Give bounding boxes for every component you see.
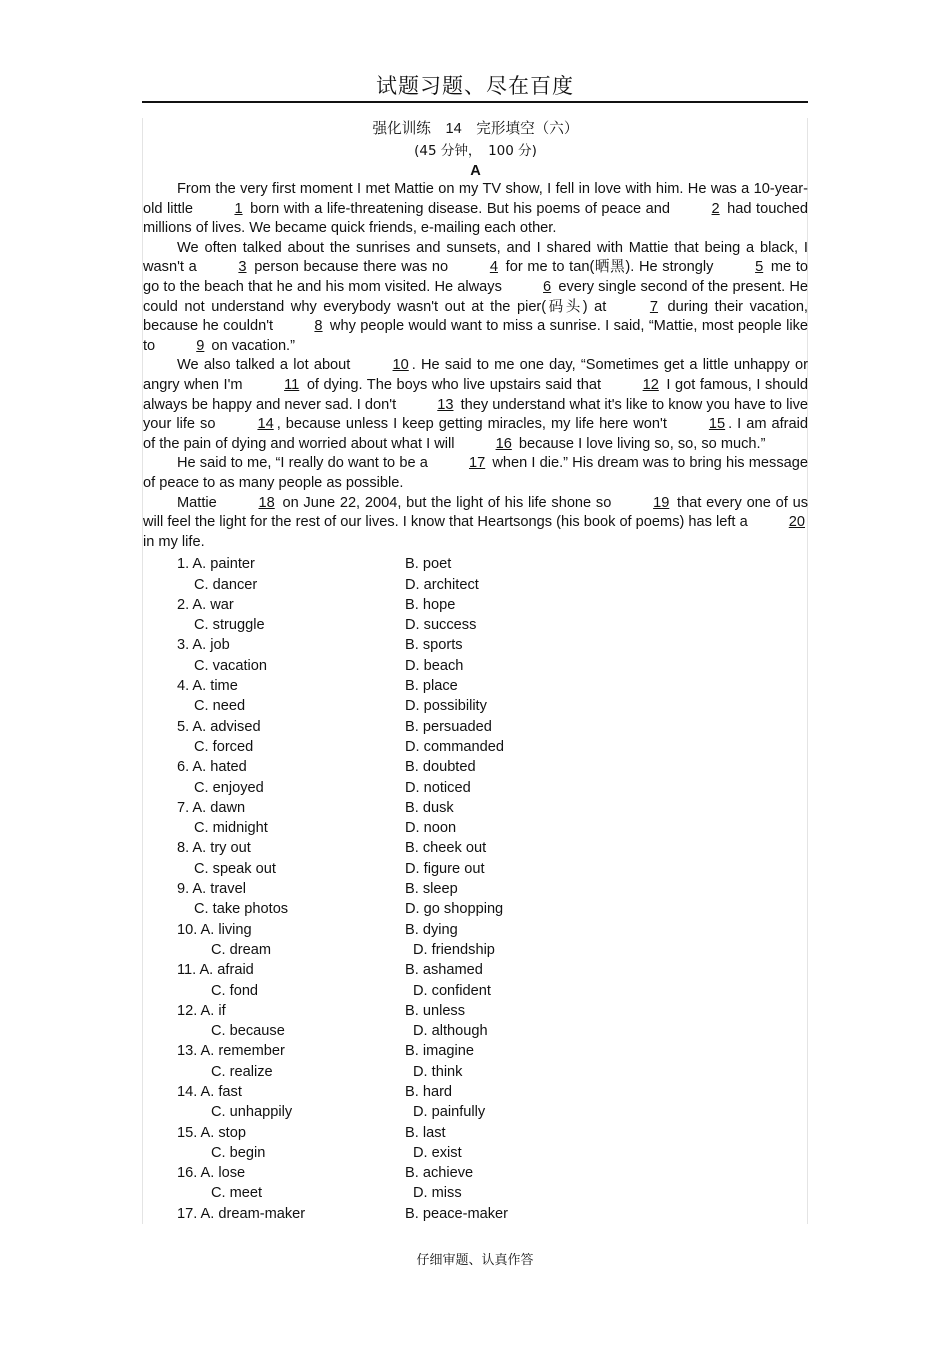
passage-text: , because unless I keep getting miracles, my life here won't [276, 416, 672, 433]
option-d: D. painfully [413, 1104, 486, 1121]
blank-number: 13 [437, 396, 454, 413]
passage-text: From the very first moment I met Mattie on my TV show, I fell in love with him. He was a 10-year-old little [143, 181, 808, 217]
question-row [143, 635, 808, 655]
question-row [143, 1163, 808, 1183]
question-list [143, 554, 808, 1224]
blank-number: 15 [708, 416, 726, 433]
blank-number: 18 [258, 494, 275, 511]
passage-text: had touched millions of lives. We became quick friends, e-mailing each other. [143, 200, 808, 237]
option-a: 11. A. afraid [177, 962, 254, 979]
option-d: D. possibility [405, 698, 487, 715]
option-d: D. go shopping [405, 901, 504, 918]
question-row [143, 717, 808, 737]
header-title: 试题习题、尽在百度 [376, 74, 574, 98]
passage-text: they understand what it's like to know you have to live your life so [143, 396, 808, 433]
option-a: 16. A. lose [177, 1165, 246, 1182]
option-a: 6. A. hated [177, 759, 247, 776]
passage-text: on vacation.” [207, 337, 295, 354]
question-row [143, 656, 808, 676]
option-d: D. exist [413, 1144, 462, 1161]
option-d: D. noon [405, 820, 457, 837]
question-row [143, 981, 808, 1001]
question-row [143, 798, 808, 818]
question-row [143, 1021, 808, 1041]
option-b: B. achieve [405, 1165, 474, 1182]
option-a: 14. A. fast [177, 1084, 242, 1100]
passage-text: when I die.” His dream was to bring his message of peace to as many people as possible. [143, 455, 808, 491]
option-d: D. although [413, 1023, 488, 1040]
blank-number: 5 [755, 259, 764, 276]
passage-paragraph [143, 494, 808, 553]
option-d: D. confident [413, 982, 491, 999]
question-row [143, 879, 808, 899]
passage-text: why people would want to miss a sunrise. I said, “Mattie, most people like to [143, 318, 808, 354]
option-d: D. success [405, 617, 477, 634]
option-c: C. begin [211, 1144, 266, 1161]
option-b: B. dusk [405, 799, 454, 816]
question-row [143, 778, 808, 798]
header-rule [142, 101, 808, 103]
question-row [143, 737, 808, 757]
option-b: B. sleep [405, 881, 458, 898]
option-d: D. commanded [405, 738, 504, 755]
passage-text: He said to me, “I really do want to be a [177, 455, 432, 472]
question-row [143, 1001, 808, 1021]
passage-text: that every one of us will feel the light for the rest of our lives. I know that Heartsongs (his book of poems) has left a [143, 494, 808, 531]
option-d: D. noticed [405, 779, 471, 796]
passage-text: in my life. [143, 533, 205, 550]
blank-number: 1 [234, 200, 243, 217]
passage [143, 180, 808, 552]
section-label: A [470, 163, 481, 179]
blank-number: 17 [468, 455, 486, 472]
option-c: C. forced [194, 738, 254, 755]
passage-text: because I love living so, so, so much.” [514, 435, 766, 452]
passage-text: of dying. The boys who live upstairs said that [302, 376, 606, 393]
question-row [143, 899, 808, 919]
option-b: B. persuaded [405, 718, 492, 735]
question-row [143, 1143, 808, 1163]
question-row [143, 615, 808, 635]
option-a: 12. A. if [177, 1002, 226, 1019]
passage-text: for me to tan(晒黑). He strongly [500, 259, 719, 276]
option-c: C. dream [211, 941, 272, 958]
option-c: C. midnight [194, 820, 268, 837]
blank-number: 16 [495, 435, 512, 452]
option-b: B. unless [405, 1002, 466, 1019]
blank-number: 8 [314, 318, 323, 335]
passage-text: Mattie [177, 494, 222, 511]
blank-number: 14 [257, 416, 274, 433]
option-a: 8. A. try out [177, 840, 251, 857]
passage-text: We often talked about the sunrises and sunsets, and I shared with Mattie that being a black, I wasn't a [143, 239, 808, 276]
option-c: C. take photos [194, 901, 289, 918]
passage-text: every single second of the present. He could not understand why everybody wasn't out at the pier(码头) at [143, 278, 808, 315]
question-row [143, 818, 808, 838]
question-row [143, 1123, 808, 1143]
blank-number: 6 [543, 278, 552, 295]
option-b: B. peace-maker [405, 1205, 509, 1222]
question-row [143, 1041, 808, 1061]
question-row [143, 940, 808, 960]
passage-paragraph [143, 239, 808, 357]
blank-number: 3 [238, 259, 247, 276]
option-b: B. poet [405, 556, 452, 573]
option-b: B. cheek out [405, 840, 487, 857]
question-row [143, 1062, 808, 1082]
question-row [143, 575, 808, 595]
passage-text: during their vacation, because he couldn't [143, 298, 808, 335]
option-b: B. ashamed [405, 962, 483, 979]
question-row [143, 1102, 808, 1122]
passage-text: born with a life-threatening disease. But his poems of peace and [245, 200, 675, 217]
option-b: B. sports [405, 637, 463, 654]
option-d: D. architect [405, 576, 479, 593]
option-a: 4. A. time [177, 678, 238, 695]
option-c: C. speak out [194, 860, 276, 877]
question-row [143, 1183, 808, 1203]
option-b: B. last [405, 1124, 446, 1141]
option-a: 9. A. travel [177, 881, 246, 898]
question-row [143, 757, 808, 777]
passage-text: me to go to the beach that he and his mom visited. He always [143, 259, 809, 295]
question-row [143, 1204, 808, 1224]
option-a: 3. A. job [177, 637, 230, 654]
exercise-subtitle: (45 分钟， 100 分) [414, 143, 537, 159]
passage-paragraph [143, 454, 808, 493]
option-c: C. enjoyed [194, 779, 264, 796]
option-d: D. figure out [405, 860, 485, 877]
option-b: B. doubted [405, 759, 476, 776]
question-row [143, 554, 808, 574]
option-c: C. fond [211, 982, 259, 999]
blank-number: 4 [489, 259, 498, 276]
question-row [143, 676, 808, 696]
option-a: 15. A. stop [177, 1124, 246, 1141]
blank-number: 7 [649, 298, 659, 315]
option-c: C. need [194, 698, 246, 715]
option-b: B. dying [405, 921, 458, 938]
passage-text: person because there was no [249, 259, 453, 276]
option-c: C. unhappily [211, 1104, 293, 1121]
passage-text: We also talked a lot about [177, 357, 356, 374]
option-c: C. dancer [194, 576, 258, 593]
option-a: 17. A. dream-maker [177, 1205, 306, 1222]
option-a: 1. A. painter [177, 556, 255, 573]
option-c: C. struggle [194, 617, 265, 634]
passage-text: on June 22, 2004, but the light of his life shone so [277, 494, 617, 511]
option-b: B. hope [405, 596, 456, 613]
passage-paragraph [143, 356, 808, 454]
passage-text: . I am afraid of the pain of dying and worried about what I will [143, 416, 808, 452]
question-row [143, 859, 808, 879]
option-b: B. place [405, 678, 458, 695]
option-c: C. meet [211, 1185, 263, 1202]
question-row [143, 838, 808, 858]
option-d: D. miss [413, 1185, 462, 1202]
option-a: 2. A. war [177, 596, 234, 613]
question-row [143, 595, 808, 615]
blank-number: 19 [653, 494, 670, 511]
option-a: 5. A. advised [177, 718, 261, 735]
blank-number: 12 [642, 376, 659, 393]
option-c: C. vacation [194, 657, 268, 674]
question-row [143, 920, 808, 940]
passage-paragraph [143, 180, 808, 239]
passage-text: I got famous, I should always be happy and never sad. I don't [143, 376, 808, 413]
question-row [143, 960, 808, 980]
option-d: D. think [413, 1063, 463, 1080]
option-a: 7. A. dawn [177, 799, 246, 816]
document-body [143, 118, 808, 1224]
exercise-title: 强化训练 14 完形填空（六） [372, 121, 579, 137]
option-d: D. beach [405, 657, 464, 674]
blank-number: 2 [711, 200, 720, 217]
question-row [143, 1082, 808, 1102]
blank-number: 11 [284, 376, 300, 393]
option-b: B. hard [405, 1084, 453, 1100]
option-d: D. friendship [413, 941, 495, 958]
option-c: C. realize [211, 1063, 273, 1080]
option-a: 10. A. living [177, 921, 252, 938]
option-a: 13. A. remember [177, 1043, 285, 1060]
option-c: C. because [211, 1023, 285, 1040]
question-row [143, 696, 808, 716]
blank-number: 9 [196, 337, 205, 354]
blank-number: 20 [788, 514, 805, 531]
blank-number: 10 [392, 357, 409, 374]
passage-text: . He said to me one day, “Sometimes get a little unhappy or angry when I'm [143, 357, 808, 393]
footer-text: 仔细审题、认真作答 [416, 1253, 534, 1268]
option-b: B. imagine [405, 1043, 474, 1060]
